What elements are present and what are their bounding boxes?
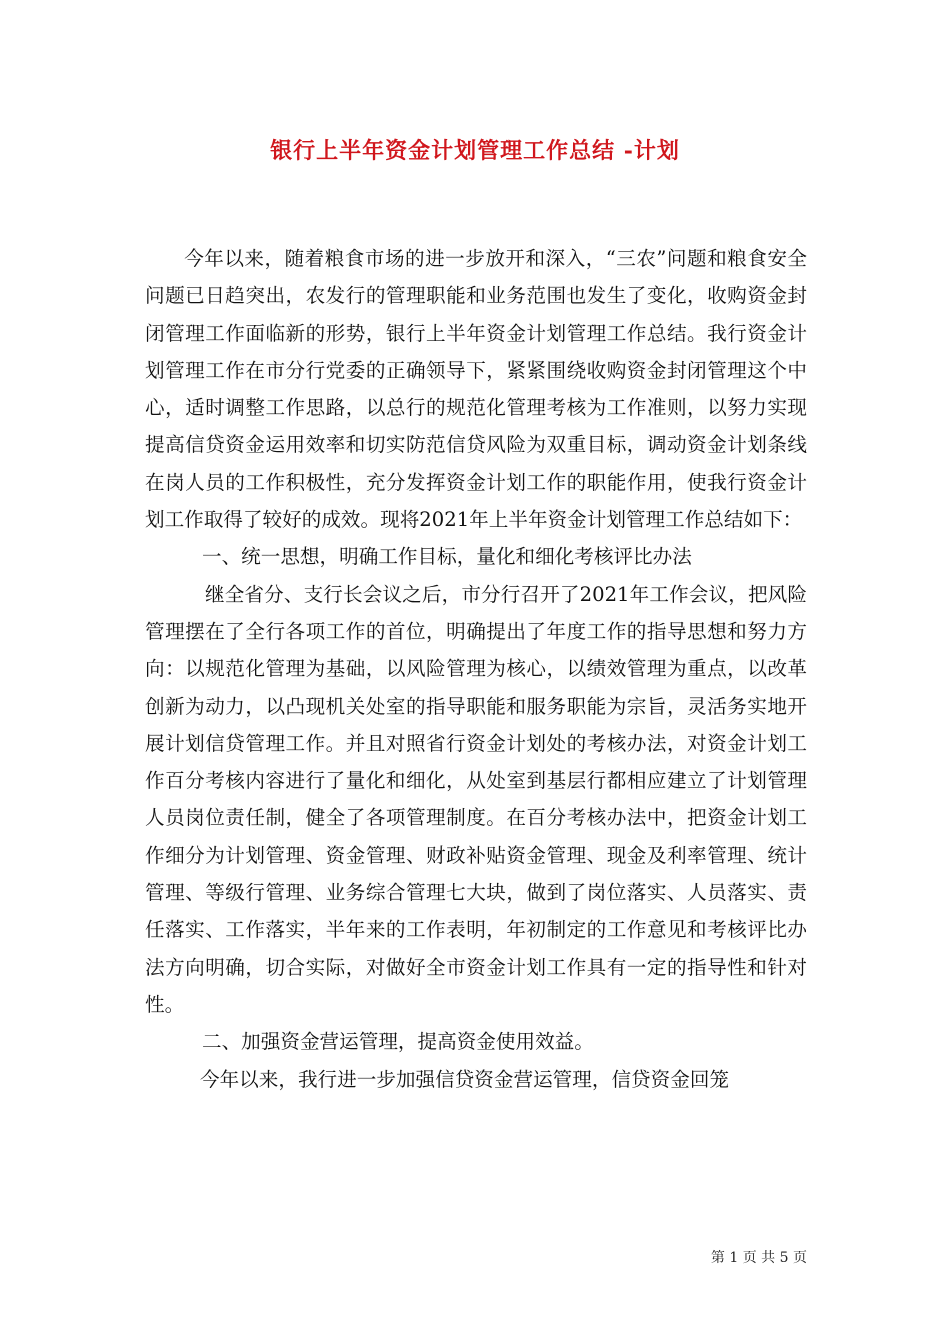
section-heading-1: 一、统一思想，明确工作目标，量化和细化考核评比办法 (202, 545, 692, 569)
paragraph-intro: 今年以来，随着粮食市场的进一步放开和深入，“三农”问题和粮食安全问题已日趋突出，农发行的管理职能和业务范围也发生了变化，收购资金封闭管理工作面临新的形势，银行上半年资金计划管理工作总结。我行资金计划管理工作在市分行党委的正确领导下，紧紧围绕收购资金封闭管理这个中心，适时调整工作思路，以总行的规范化管理考核为工作准则，以努力实现提高信贷资金运用效率和切实防范信贷风险为双重目标，调动资金计划条线在岗人员的工作积极性，充分发挥资金计划工作的职能作用，使我行资金计划工作取得了较好的成效。现将2021年上半年资金计划管理工作总结如下： (145, 247, 807, 532)
document-body (145, 240, 807, 1098)
document-title: 银行上半年资金计划管理工作总结 -计划 (270, 138, 680, 164)
paragraph-section-2: 今年以来，我行进一步加强信贷资金营运管理，信贷资金回笼 (200, 1067, 730, 1091)
section-heading-2: 二、加强资金营运管理，提高资金使用效益。 (202, 1030, 594, 1054)
page-number: 第 1 页 共 5 页 (710, 1250, 807, 1266)
paragraph-section-1: 继全省分、支行长会议之后，市分行召开了2021年工作会议，把风险管理摆在了全行各项工作的首位，明确提出了年度工作的指导思想和努力方向：以规范化管理为基础，以风险管理为核心，以绩效管理为重点，以改革创新为动力，以凸现机关处室的指导职能和服务职能为宗旨，灵活务实地开展计划信贷管理工作。并且对照省行资金计划处的考核办法，对资金计划工作百分考核内容进行了量化和细化，从处室到基层行都相应建立了计划管理人员岗位责任制，健全了各项管理制度。在百分考核办法中，把资金计划工作细分为计划管理、资金管理、财政补贴资金管理、现金及利率管理、统计管理、等级行管理、业务综合管理七大块，做到了岗位落实、人员落实、责任落实、工作落实，半年来的工作表明，年初制定的工作意见和考核评比办法方向明确，切合实际，对做好全市资金计划工作具有一定的指导性和针对性。 (145, 582, 807, 1016)
